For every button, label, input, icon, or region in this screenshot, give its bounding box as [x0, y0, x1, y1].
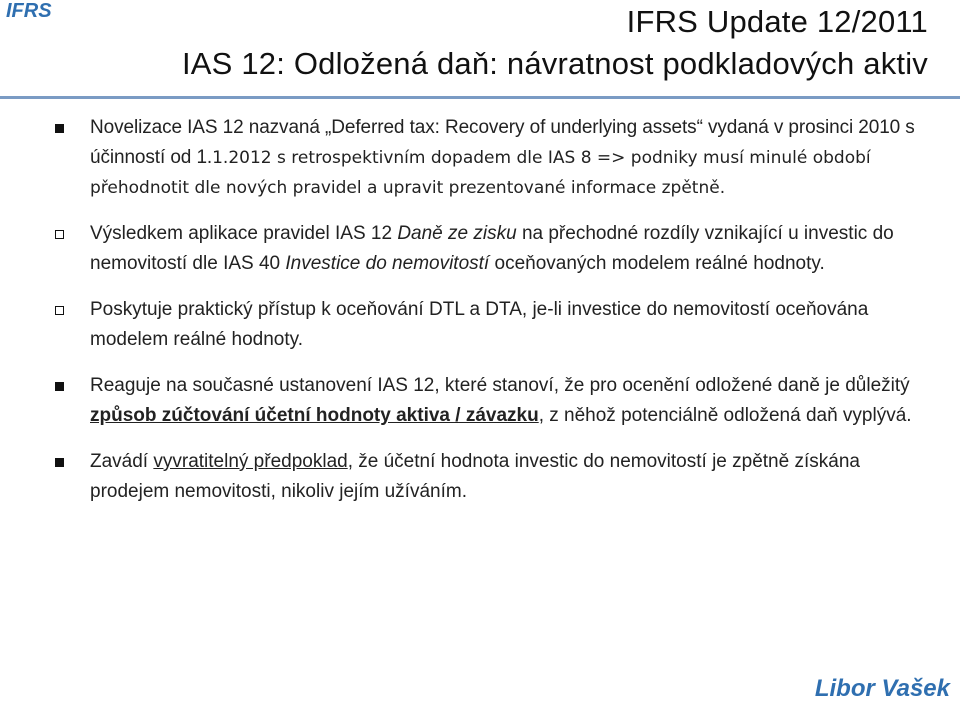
bullet-5-segment-underlined: vyvratitelný předpoklad: [153, 451, 348, 472]
bullet-text-4: [90, 371, 926, 431]
bullet-2-segment: oceňovaných modelem reálné hodnoty.: [489, 253, 825, 274]
bullet-2-segment-italic: Investice do nemovitostí: [285, 253, 490, 274]
bullet-text-2: [90, 219, 926, 279]
bullet-item-5: [0, 447, 960, 507]
bullet-3-segment: Poskytuje praktický přístup k oceňování DTL a DTA, je-li investice do nemovitostí oceňována modelem reálné hodnoty.: [90, 299, 869, 350]
bullet-text-3: [90, 295, 926, 355]
bullet-item-1: [0, 113, 960, 203]
bullet-4-segment: , z něhož potenciálně odložená daň vyplývá.: [538, 405, 912, 426]
bullet-list: [0, 113, 960, 523]
bullet-2-segment-italic: Daně ze zisku: [397, 223, 517, 244]
bullet-2-segment: Výsledkem aplikace pravidel IAS 12: [90, 223, 398, 244]
bullet-text-5: [90, 447, 926, 507]
bullet-item-3: [0, 295, 960, 355]
bullet-5-segment: , že účetní hodnota investic do nemovitostí je zpětně získána prodejem nemovitosti, nikoliv jejím užíváním.: [90, 451, 860, 502]
ifrs-logo: IFRS: [6, 0, 52, 22]
hollow-square-bullet-icon: [55, 306, 64, 315]
slide-title: IFRS Update 12/2011: [626, 4, 928, 39]
header-divider: [0, 96, 960, 99]
bullet-4-segment: Reaguje na současné ustanovení IAS 12, které stanoví, že pro ocenění odložené daně je důležitý: [90, 375, 910, 396]
bullet-5-segment: Zavádí: [90, 451, 154, 472]
bullet-1-segment: Novelizace IAS 12 nazvaná „Deferred tax: Recovery of underlying assets“ vydaná v prosinci 2010 s účinností od 1.: [90, 117, 915, 168]
slide-header: [0, 0, 960, 96]
slide-subtitle: IAS 12: Odložená daň: návratnost podkladových aktiv: [181, 46, 928, 81]
bullet-1-segment: 1.2012 s retrospektivním dopadem dle IAS 8 => podniky musí minulé období přehodnotit dle nových pravidel a upravit prezentované informace zpětně.: [90, 148, 871, 198]
hollow-square-bullet-icon: [55, 230, 64, 239]
bullet-text-1: [90, 113, 926, 203]
square-bullet-icon: [55, 458, 64, 467]
bullet-item-2: [0, 219, 960, 279]
square-bullet-icon: [55, 124, 64, 133]
square-bullet-icon: [55, 382, 64, 391]
author-name: Libor Vašek: [814, 675, 950, 702]
bullet-4-segment-bold-underlined: způsob zúčtování účetní hodnoty aktiva / závazku: [90, 405, 539, 426]
bullet-item-4: [0, 371, 960, 431]
bullet-2-segment: na přechodné rozdíly vznikající u investic do nemovitostí dle IAS 40: [90, 223, 894, 274]
